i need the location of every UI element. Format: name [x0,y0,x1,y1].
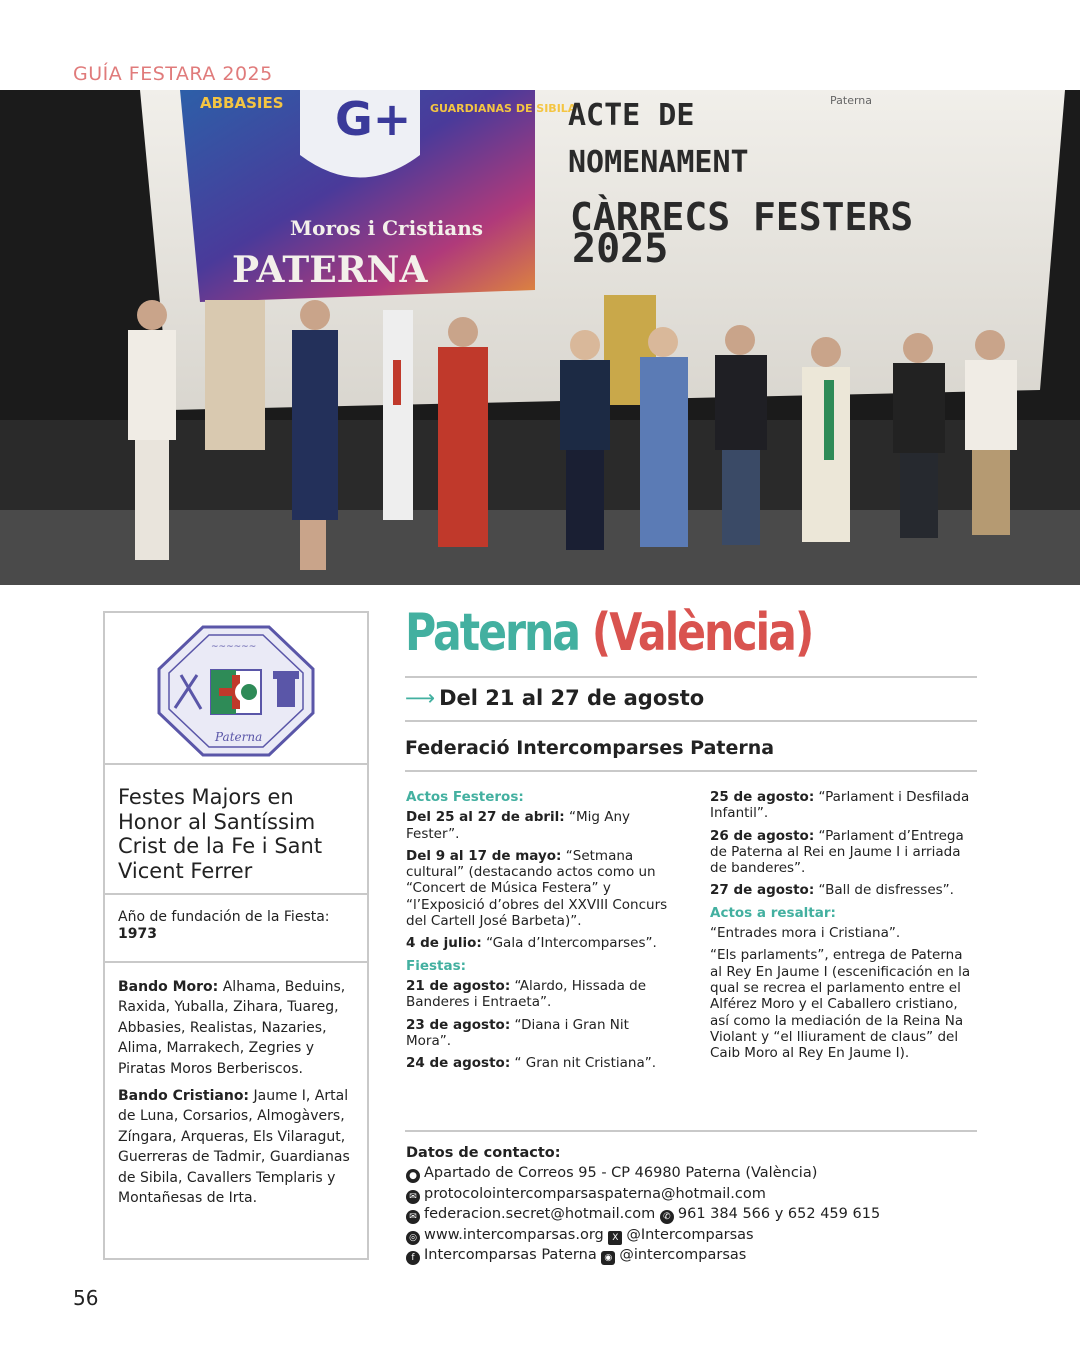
program-column-2 [710,789,978,1067]
city-name: Paterna [405,603,579,663]
contact-social-row [406,1245,986,1265]
phone-icon: ✆ [660,1210,674,1224]
bando-cristiano-list: Jaume I, Artal de Luna, Corsarios, Almogàvers, Zíngara, Arqueras, Els Vilaragut, Guerreras de Tadmir, Guardianas de Sibila, Cavallers Templaris y Montañesas de Irta. [118,1088,350,1207]
festival-dates [405,686,704,710]
event-item [406,1017,676,1050]
contact-block [406,1143,986,1265]
event-date: 4 de julio: [406,935,482,952]
contact-email-row [406,1184,986,1204]
mail-icon: ✉ [406,1210,420,1224]
highlight-item: “Els parlaments”, entrega de Paterna al Rey En Jaume I (escenificación en la qual se recrea el parlamento entre el Alférez Moro y el Caballero cristiano, así como la mediación de la Reina Na Violant y “el lliurament de claus” del Caib Moro al Rey En Jaume I). [710,947,971,1062]
event-item [710,828,978,877]
location-pin-icon: ● [406,1169,420,1183]
globe-icon: ◎ [406,1231,420,1245]
facebook-icon: f [406,1251,420,1265]
event-item [406,809,676,842]
event-item [406,935,676,951]
event-date: Del 25 al 27 de abril: [406,809,565,826]
contact-website[interactable]: www.intercomparsas.org [424,1226,604,1243]
mail-icon: ✉ [406,1190,420,1204]
contact-address-row [406,1163,986,1183]
event-text: “Mig Any Fester”. [406,809,631,842]
bando-cristiano-label: Bando Cristiano: [118,1088,250,1105]
dates-text: Del 21 al 27 de agosto [439,686,705,710]
contact-heading: Datos de contacto: [406,1145,561,1161]
federation-logo-cell [105,613,367,765]
divider [405,720,977,722]
bando-moro [118,977,350,1079]
event-text: “Diana i Gran Nit Mora”. [406,1016,629,1049]
event-photo [0,90,1080,585]
arrow-right-icon: ⟶ [405,686,436,710]
event-item [406,978,676,1011]
divider [405,1130,977,1132]
event-date: 24 de agosto: [406,1055,511,1072]
contact-address: Apartado de Correos 95 - CP 46980 Paterna (València) [424,1165,818,1182]
highlight-item: “Entrades mora i Cristiana”. [710,925,901,942]
festival-title-cell [105,765,367,895]
program-column-1 [406,789,676,1077]
bando-moro-label: Bando Moro: [118,979,219,995]
festival-title: Festes Majors en Honor al Santíssim Crist de la Fe i Sant Vicent Ferrer [118,785,323,883]
poster-line-1: ABBASIES [200,94,284,112]
divider [405,770,977,772]
event-item [710,789,978,822]
event-photo-illustration [0,90,1080,585]
guide-header: GUÍA FESTARA 2025 [73,63,273,85]
screen-line-4: 2025 [572,226,669,272]
page-number: 56 [73,1286,99,1310]
poster-line-3: Moros i Cristians [290,216,484,240]
event-date: 21 de agosto: [406,977,511,994]
poster-line-2: GUARDIANAS DE SIBILA [430,102,577,115]
actos-festeros-heading: Actos Festeros: [406,789,524,805]
event-date: Del 9 al 17 de mayo: [406,847,562,864]
event-text: “Ball de disfresses”. [818,882,954,899]
bandos-list [118,977,350,1215]
banner-guardianas [205,300,265,450]
screen-line-3: CÀRRECS FESTERS [570,195,914,239]
event-date: 26 de agosto: [710,827,815,844]
event-text: “Parlament d’Entrega de Paterna al Rei en Jaume I i arriada de banderes”. [710,827,964,877]
event-item [406,848,676,929]
foundation-cell [105,895,367,963]
organization-name: Federació Intercomparses Paterna [405,737,775,759]
instagram-icon: ◉ [601,1251,615,1265]
event-date: 23 de agosto: [406,1016,511,1033]
contact-instagram[interactable]: @intercomparsas [619,1247,747,1264]
event-item [710,882,978,898]
contact-email-1[interactable]: protocolointercomparsaspaterna@hotmail.com [424,1185,766,1202]
fiestas-heading: Fiestas: [406,957,467,974]
screen-line-1: ACTE DE [568,98,695,133]
bando-moro-list: Alhama, Beduins, Raxida, Yuballa, Zihara, Tuareg, Abbasies, Realistas, Nazaries, Alima, Marrakech, Zegries y Piratas Moros Berberiscos. [118,979,346,1077]
actos-resaltar-heading: Actos a resaltar: [710,904,836,921]
event-text: “Gala d’Intercomparses”. [486,935,657,952]
city-title [405,603,812,663]
federation-logo [105,613,367,763]
event-item [406,1055,676,1071]
contact-phones[interactable]: 961 384 566 y 652 459 615 [677,1206,881,1223]
foundation-info [118,909,353,943]
contact-facebook[interactable]: Intercomparsas Paterna [424,1247,597,1264]
contact-email-phone-row [406,1204,986,1224]
region-name: (València) [591,603,813,663]
event-text: “Alardo, Hissada de Banderes i Entraeta”. [406,977,647,1011]
contact-web-row [406,1225,986,1245]
red-cross-flag [383,310,413,520]
contact-x-handle[interactable]: @Intercomparsas [626,1226,754,1243]
poster-line-4: PATERNA [232,249,428,291]
event-date: 25 de agosto: [710,789,815,805]
svg-text:Paterna: Paterna [215,730,263,744]
svg-text:~~~~~~: ~~~~~~ [211,642,257,652]
contact-email-2[interactable]: federacion.secret@hotmail.com [424,1206,656,1223]
bando-cristiano [118,1086,350,1208]
event-text: “Parlament i Desfilada Infantil”. [710,789,970,822]
event-date: 27 de agosto: [710,882,815,899]
festival-info-box [103,611,369,1260]
x-twitter-icon: X [608,1231,622,1245]
divider [405,676,977,678]
svg-text:G+: G+ [335,92,412,146]
foundation-year: 1973 [118,926,157,942]
screen-line-2: NOMENAMENT [568,145,749,180]
event-text: “ Gran nit Cristiana”. [514,1055,657,1072]
foundation-label: Año de fundación de la Fiesta: [118,909,330,925]
event-text: “Setmana cultural” (destacando actos como un “Concert de Música Festera” y “l’Exposició d’obres del XXVIII Concurs del Cartell José Barbeta)”. [406,847,668,930]
sponsor-text: Paterna [830,94,873,107]
